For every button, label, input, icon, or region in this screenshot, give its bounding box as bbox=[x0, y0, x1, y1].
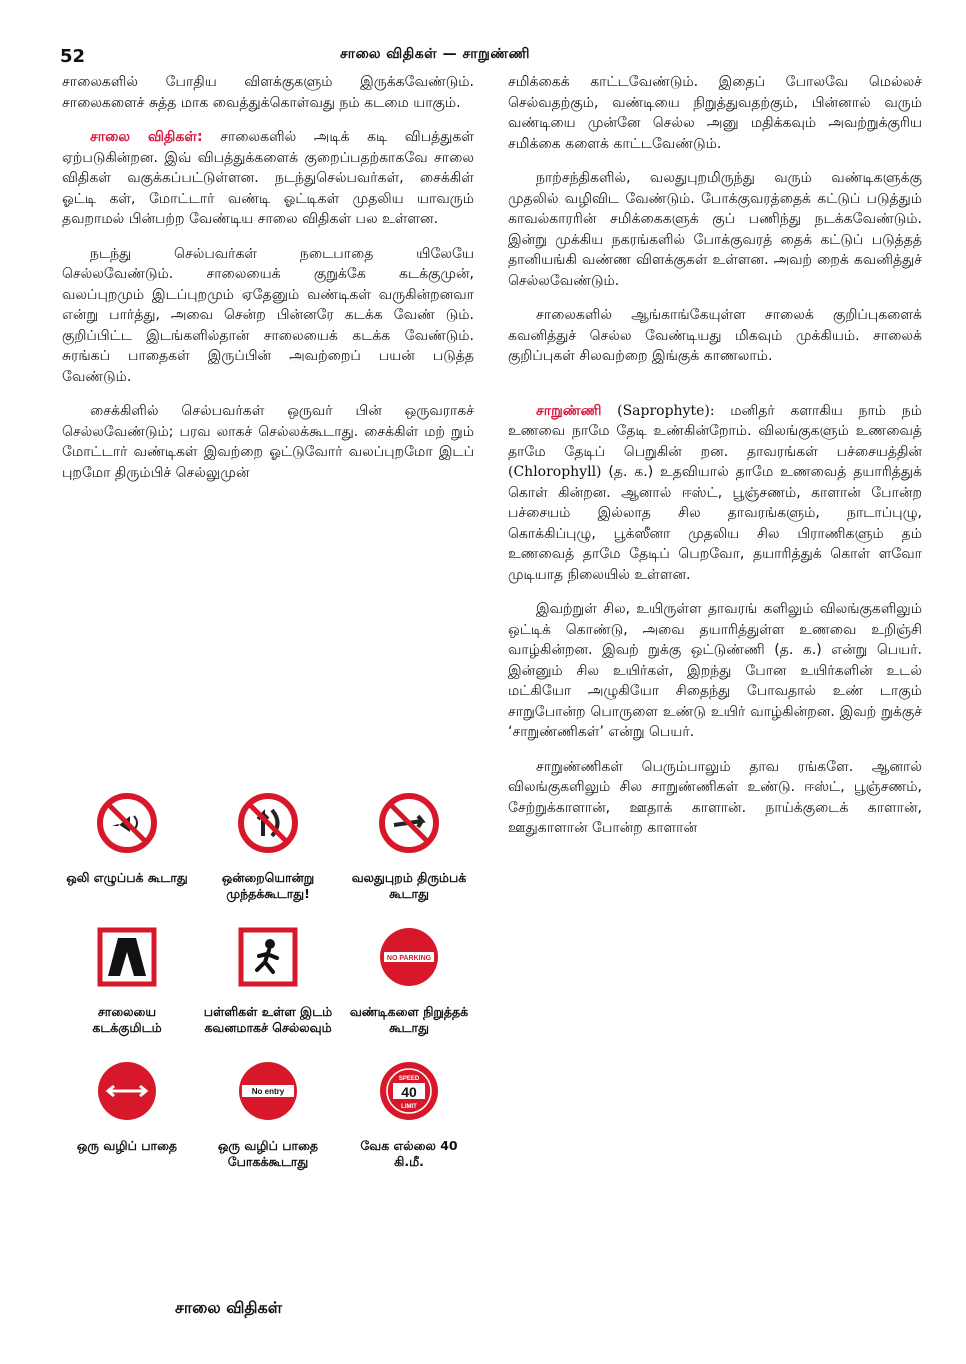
road-signs-figure bbox=[62, 792, 474, 1194]
left-column bbox=[62, 72, 474, 497]
sign-caption: ஒலி எழுப்பக் கூடாது bbox=[66, 870, 188, 885]
sign-row bbox=[62, 1060, 474, 1170]
paragraph: சாறுண்ணிகள் பெரும்பாலும் தாவ ரங்களே. ஆனால் விலங்குகளிலும் சில சாறுண்ணிகள் உண்டு. ஈஸ்ட், பூஞ்சணம், சேற்றுக்காளான், ஊதாக் காளான். நாய்க்குடைக் காளான், ஊதுகாளான் போன்ற காளான் bbox=[508, 758, 922, 836]
no-horn-sign-icon bbox=[96, 792, 158, 854]
sign-caption: சாலையை கடக்குமிடம் bbox=[92, 1004, 162, 1035]
no-entry-sign-icon bbox=[237, 1060, 299, 1122]
sign-caption: ஒன்றையொன்று முந்தக்கூடாது! bbox=[221, 870, 315, 901]
paragraph-road-rules bbox=[62, 127, 474, 230]
paragraph: சாலைகளில் போதிய விளக்குகளும் இருக்கவேண்டும். சாலைகளைச் சுத்த மாக வைத்துக்கொள்வது நம் கடமை யாகும். bbox=[62, 74, 474, 111]
section-heading-saprophyte: சாறுண்ணி bbox=[536, 402, 602, 419]
running-head: சாலை விதிகள் — சாறுண்ணி bbox=[340, 46, 530, 62]
paragraph: சாலைகளில் ஆங்காங்கேயுள்ள சாலைக் குறிப்புகளைக் கவனித்துச் செல்ல வேண்டியது மிகவும் முக்கியம். சாலைக் குறிப்புகள் சிலவற்றை இங்குக் காணலாம். bbox=[508, 307, 922, 364]
sign-row bbox=[62, 926, 474, 1036]
figure-title: சாலை விதிகள் bbox=[175, 1298, 283, 1317]
sign-speed-limit bbox=[344, 1060, 474, 1170]
sign-one-way bbox=[62, 1060, 192, 1170]
sign-pedestrian-crossing bbox=[62, 926, 192, 1036]
sign-no-overtaking bbox=[203, 792, 333, 902]
speed-limit-sign-icon bbox=[378, 1060, 440, 1122]
sign-text: No entry bbox=[251, 1087, 285, 1096]
no-right-turn-sign-icon bbox=[378, 792, 440, 854]
paragraph-body: சாலைகளில் அடிக் கடி விபத்துகள் ஏற்படுகின்றன. இவ் விபத்துக்களைக் குறைப்பதற்காகவே சாலை விதிகள் வகுக்கப்பட்டுள்ளன. நடந்துசெல்பவர்கள், சைக்கிள் ஓட்டி கள், மோட்டார் வண்டி ஓட்டிகள் முதலிய யாவரும் தவறாமல் பின்பற்ற வேண்டிய சாலை விதிகள் பல உள்ளன. bbox=[62, 129, 474, 227]
sign-no-right-turn bbox=[344, 792, 474, 902]
paragraph-body: மனிதர் களாகிய நாம் நம் உணவை நாமே தேடி உண்கின்றோம். விலங்குகளும் உணவைத் தாமே தேடிப் பெறுகின் றன. தாவரங்கள் பச்சையத்தின் bbox=[508, 402, 923, 460]
paragraph-saprophyte bbox=[508, 401, 922, 586]
pedestrian-crossing-sign-icon bbox=[96, 926, 158, 988]
page-number: 52 bbox=[60, 46, 86, 67]
latin-term: (Chlorophyll) bbox=[508, 464, 602, 480]
sign-caption: பள்ளிகள் உள்ள இடம் கவனமாகச் செல்லவும் bbox=[203, 1004, 333, 1035]
paragraph: நடந்து செல்பவர்கள் நடைபாதை யிலேயே செல்லவேண்டும். சாலையைக் குறுக்கே கடக்குமுன், வலப்புறமும் இடப்புறமும் ஏதேனும் வண்டிகள் வருகின்றனவா என்று பார்த்து, அவை சென்ற பின்னரே கடக்க வேண் டும். குறிப்பிட்ட இடங்களில்தான் சாலையைக் கடக்க வேண்டும். சுரங்கப் பாதைகள் இருப்பின் அவற்றைப் பயன் படுத்த வேண்டும். bbox=[62, 245, 474, 385]
sign-caption: ஒரு வழிப் பாதை போகக்கூடாது bbox=[217, 1138, 319, 1169]
sign-caption: வேக எல்லை 40 கி.மீ. bbox=[360, 1138, 458, 1169]
sign-no-horn bbox=[62, 792, 192, 902]
paragraph: இவற்றுள் சில, உயிருள்ள தாவரங் களிலும் விலங்குகளிலும் ஒட்டிக் கொண்டு, அவை தயாரித்துள்ள உணவை உறிஞ்சி வாழ்கின்றன. இவற் றுக்கு ஒட்டுண்ணி (த. க.) என்று பெயர். இன்னும் சில உயிர்கள், இறந்து போன உயிர்களின் உடல் மட்கியோ அழுகியோ சிதைந்து போவதால் உண் டாகும் சாறுபோன்ற பொருளை உண்டு உயிர் வாழ்கின்றன. இவற் றுக்குச் ‘சாறுண்ணிகள்’ என்று பெயர். bbox=[508, 601, 922, 740]
no-overtaking-sign-icon bbox=[237, 792, 299, 854]
sign-caption: ஒரு வழிப் பாதை bbox=[76, 1138, 178, 1153]
sign-no-parking bbox=[344, 926, 474, 1036]
no-parking-sign-icon bbox=[378, 926, 440, 988]
school-sign-icon bbox=[237, 926, 299, 988]
sign-text-top: SPEED bbox=[398, 1076, 420, 1082]
one-way-sign-icon bbox=[96, 1060, 158, 1122]
section-heading-road-rules: சாலை விதிகள்: bbox=[90, 129, 203, 145]
paragraph-body: (த. க.) உதவியால் தாமே உணவைத் தயாரித்துக் கொள் கின்றன. ஆனால் ஈஸ்ட், பூஞ்சணம், காளான் போன்ற பச்சையம் இல்லாத சில தாவரங்களும், நாடாப்புழு, கொக்கிப்புழு, பூக்ஸீனா முதலிய சில பிராணிகளும் தம் உணவைத் தாமே தேடிப் பெறவோ, தயாரித்துக் கொள் ளவோ முடியாத நிலையில் உள்ளன. bbox=[508, 464, 922, 583]
paragraph: நாற்சந்திகளில், வலதுபுறமிருந்து வரும் வண்டிகளுக்கு முதலில் வழிவிட வேண்டும். போக்குவரத்தைக் கட்டுப் படுத்தும் காவல்காரரின் சமிக்கைகளுக் குப் பணிந்து நடக்கவேண்டும். இன்று முக்கிய நகரங்களில் போக்குவரத் தைக் கட்டுப் படுத்தத் தானியங்கி வண்ண விளக்குகள் உள்ளன. அவற் றைக் கவனித்துச் செல்லவேண்டும். bbox=[508, 170, 922, 289]
sign-text-bottom: LIMIT bbox=[401, 1104, 417, 1110]
sign-row bbox=[62, 792, 474, 902]
sign-caption: வலதுபுறம் திரும்பக் கூடாது bbox=[351, 870, 467, 901]
sign-school bbox=[203, 926, 333, 1036]
paragraph: சமிக்கைக் காட்டவேண்டும். இதைப் போலவே மெல்லச் செல்வதற்கும், வண்டியை நிறுத்துவதற்கும், பின்னால் வரும் வண்டியை முன்னே செல்ல அனு மதிக்கவும் அவற்றுக்குரிய சமிக்கை களைக் காட்டவேண்டும். bbox=[508, 74, 922, 152]
right-column bbox=[508, 72, 922, 853]
sign-text-value: 40 bbox=[401, 1084, 417, 1100]
latin-term: (Saprophyte): bbox=[601, 402, 715, 419]
sign-no-entry bbox=[203, 1060, 333, 1170]
paragraph: சைக்கிளில் செல்பவர்கள் ஒருவர் பின் ஒருவராகச் செல்லவேண்டும்; பரவ லாகச் செல்லக்கூடாது. சைக்கிள் மற் றும் மோட்டார் வண்டிகள் இவற்றை ஓட்டுவோர் வலப்புறமோ இடப் புறமோ திரும்பிச் செல்லுமுன் bbox=[62, 403, 474, 481]
sign-text: NO PARKING bbox=[386, 955, 432, 962]
sign-caption: வண்டிகளை நிறுத்தக் கூடாது bbox=[349, 1004, 469, 1035]
